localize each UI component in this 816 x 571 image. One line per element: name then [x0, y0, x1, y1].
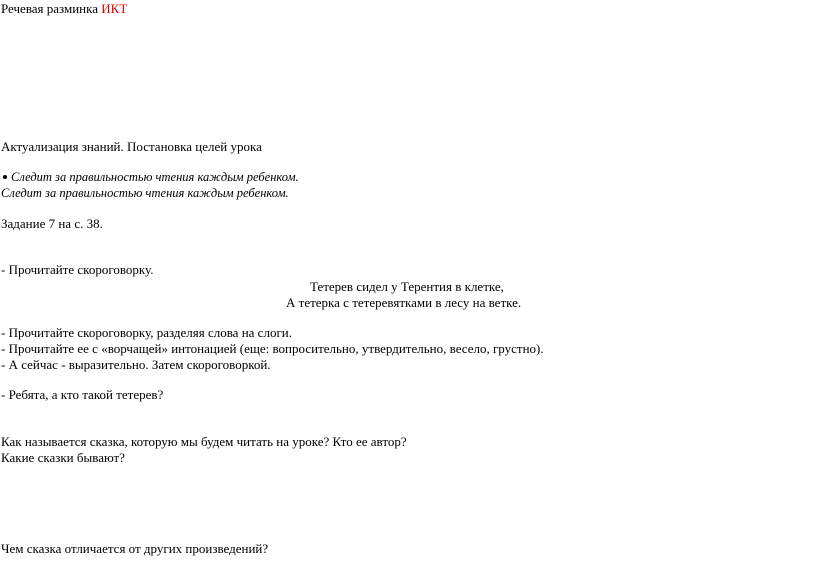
note-text: Следит за правильностью чтения каждым ребенком. [11, 170, 299, 184]
tongue-twister-line: А тетерка с тетеревятками в лесу на ветке. [286, 295, 522, 310]
tongue-twister-line: Тетерев сидел у Терентия в клетке, [310, 279, 504, 294]
bullet-icon [3, 175, 7, 179]
header-title: Речевая разминка [1, 1, 99, 16]
question-tale-line: Какие сказки бывают? [1, 450, 125, 465]
question-difference: Чем сказка отличается от других произведений? [1, 541, 269, 556]
header-tag: ИКТ [101, 1, 128, 16]
section-title: Актуализация знаний. Постановка целей урока [1, 139, 262, 154]
note-bullet-item [1, 169, 299, 185]
instruction-line: - А сейчас - выразительно. Затем скороговоркой. [1, 357, 271, 372]
instruction-line: - Прочитайте скороговорку, разделяя слова на слоги. [1, 325, 292, 340]
instruction-line: - Прочитайте ее с «ворчащей» интонацией (еще: вопросительно, утвердительно, весело, грустно). [1, 341, 544, 356]
instruction-read: - Прочитайте скороговорку. [1, 262, 154, 277]
task-reference: Задание 7 на с. 38. [1, 216, 103, 231]
question-grouse: - Ребята, а кто такой тетерев? [1, 387, 164, 402]
question-tale-line: Как называется сказка, которую мы будем читать на уроке? Кто ее автор? [1, 434, 407, 449]
header [1, 1, 127, 17]
note-text: Следит за правильностью чтения каждым ребенком. [1, 186, 289, 200]
